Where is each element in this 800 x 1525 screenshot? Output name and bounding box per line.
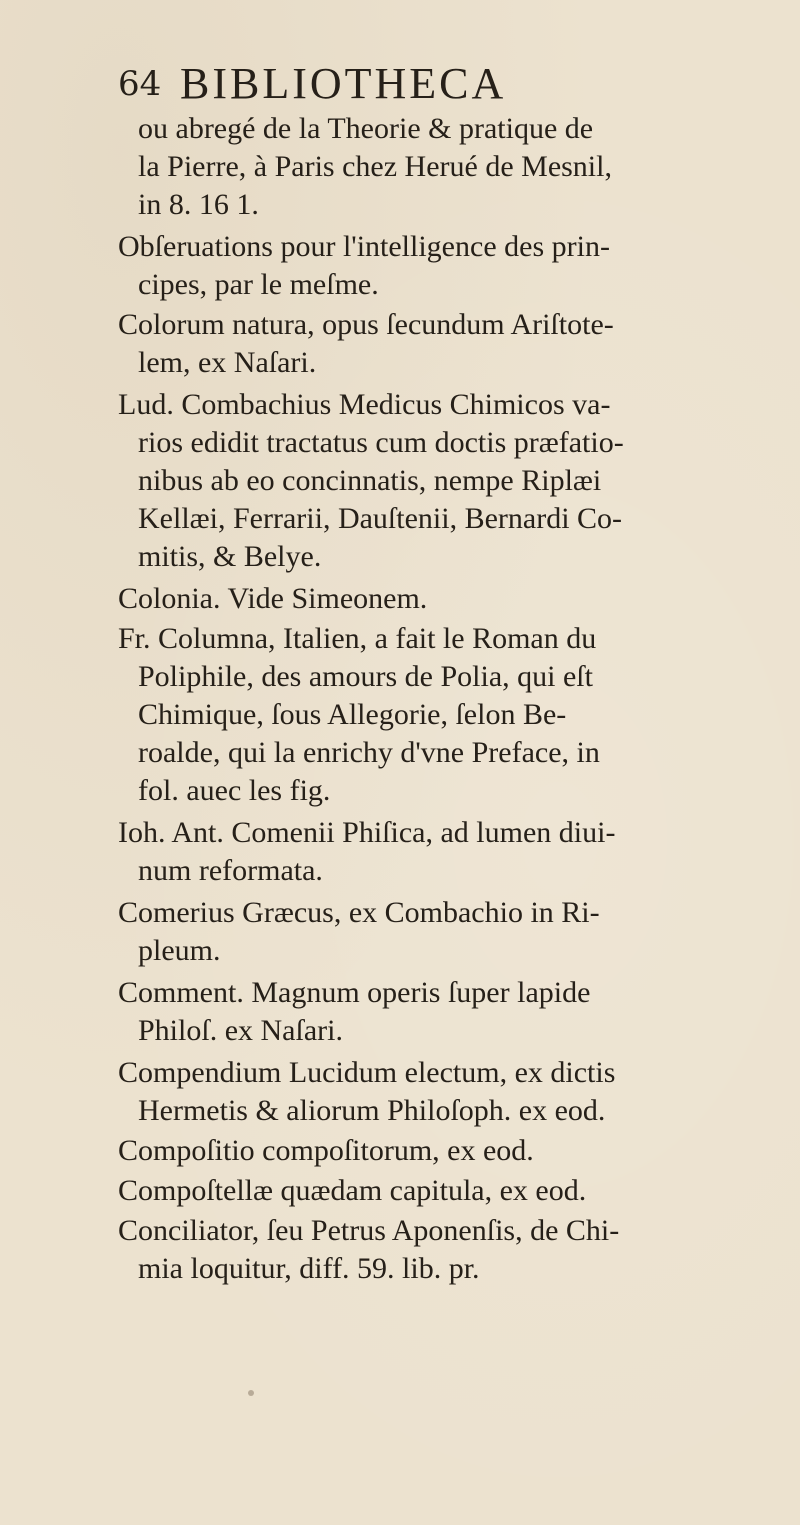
text-line: lem, ex Naſari. bbox=[138, 346, 317, 379]
text-line: la Pierre, à Paris chez Herué de Mesnil, bbox=[138, 150, 612, 183]
text-line: fol. auec les fig. bbox=[138, 774, 331, 807]
text-line: Compoſitio compoſitorum, ex eod. bbox=[118, 1134, 534, 1167]
text-line: Comment. Magnum operis ſuper lapide bbox=[118, 976, 591, 1009]
ink-speck bbox=[248, 1390, 254, 1396]
text-line: Poliphile, des amours de Polia, qui eſt bbox=[138, 660, 593, 693]
text-line: Compoſtellæ quædam capitula, ex eod. bbox=[118, 1174, 587, 1207]
text-line: Comerius Græcus, ex Combachio in Ri- bbox=[118, 896, 600, 929]
text-line: Obſeruations pour l'intelligence des prin- bbox=[118, 230, 610, 263]
text-line: Chimique, ſous Allegorie, ſelon Be- bbox=[138, 698, 567, 731]
running-title: BIBLIOTHECA bbox=[180, 59, 507, 108]
text-line: Compendium Lucidum electum, ex dictis bbox=[118, 1056, 616, 1089]
text-line: in 8. 16 1. bbox=[138, 188, 259, 221]
text-line: Ioh. Ant. Comenii Phiſica, ad lumen diui- bbox=[118, 816, 616, 849]
text-line: mia loquitur, diff. 59. lib. pr. bbox=[138, 1252, 480, 1285]
text-line: Colonia. Vide Simeonem. bbox=[118, 582, 428, 615]
text-line: cipes, par le meſme. bbox=[138, 268, 379, 301]
text-line: Fr. Columna, Italien, a fait le Roman du bbox=[118, 622, 597, 655]
text-line: mitis, & Belye. bbox=[138, 540, 322, 573]
page-header bbox=[118, 58, 718, 110]
text-line: Philoſ. ex Naſari. bbox=[138, 1014, 343, 1047]
text-line: roalde, qui la enrichy d'vne Preface, in bbox=[138, 736, 600, 769]
text-line: rios edidit tractatus cum doctis præfatio- bbox=[138, 426, 624, 459]
text-line: ou abregé de la Theorie & pratique de bbox=[138, 112, 594, 145]
text-line: nibus ab eo concinnatis, nempe Riplæi bbox=[138, 464, 602, 497]
text-line: Kellæi, Ferrarii, Dauſtenii, Bernardi Co- bbox=[138, 502, 623, 535]
page-number: 64 bbox=[118, 64, 162, 104]
text-line: pleum. bbox=[138, 934, 221, 967]
text-line: Colorum natura, opus ſecundum Ariſtote- bbox=[118, 308, 614, 341]
text-line: num reformata. bbox=[138, 854, 323, 887]
text-line: Lud. Combachius Medicus Chimicos va- bbox=[118, 388, 611, 421]
text-line: Conciliator, ſeu Petrus Aponenſis, de Chi- bbox=[118, 1214, 620, 1247]
text-line: Hermetis & aliorum Philoſoph. ex eod. bbox=[138, 1094, 606, 1127]
